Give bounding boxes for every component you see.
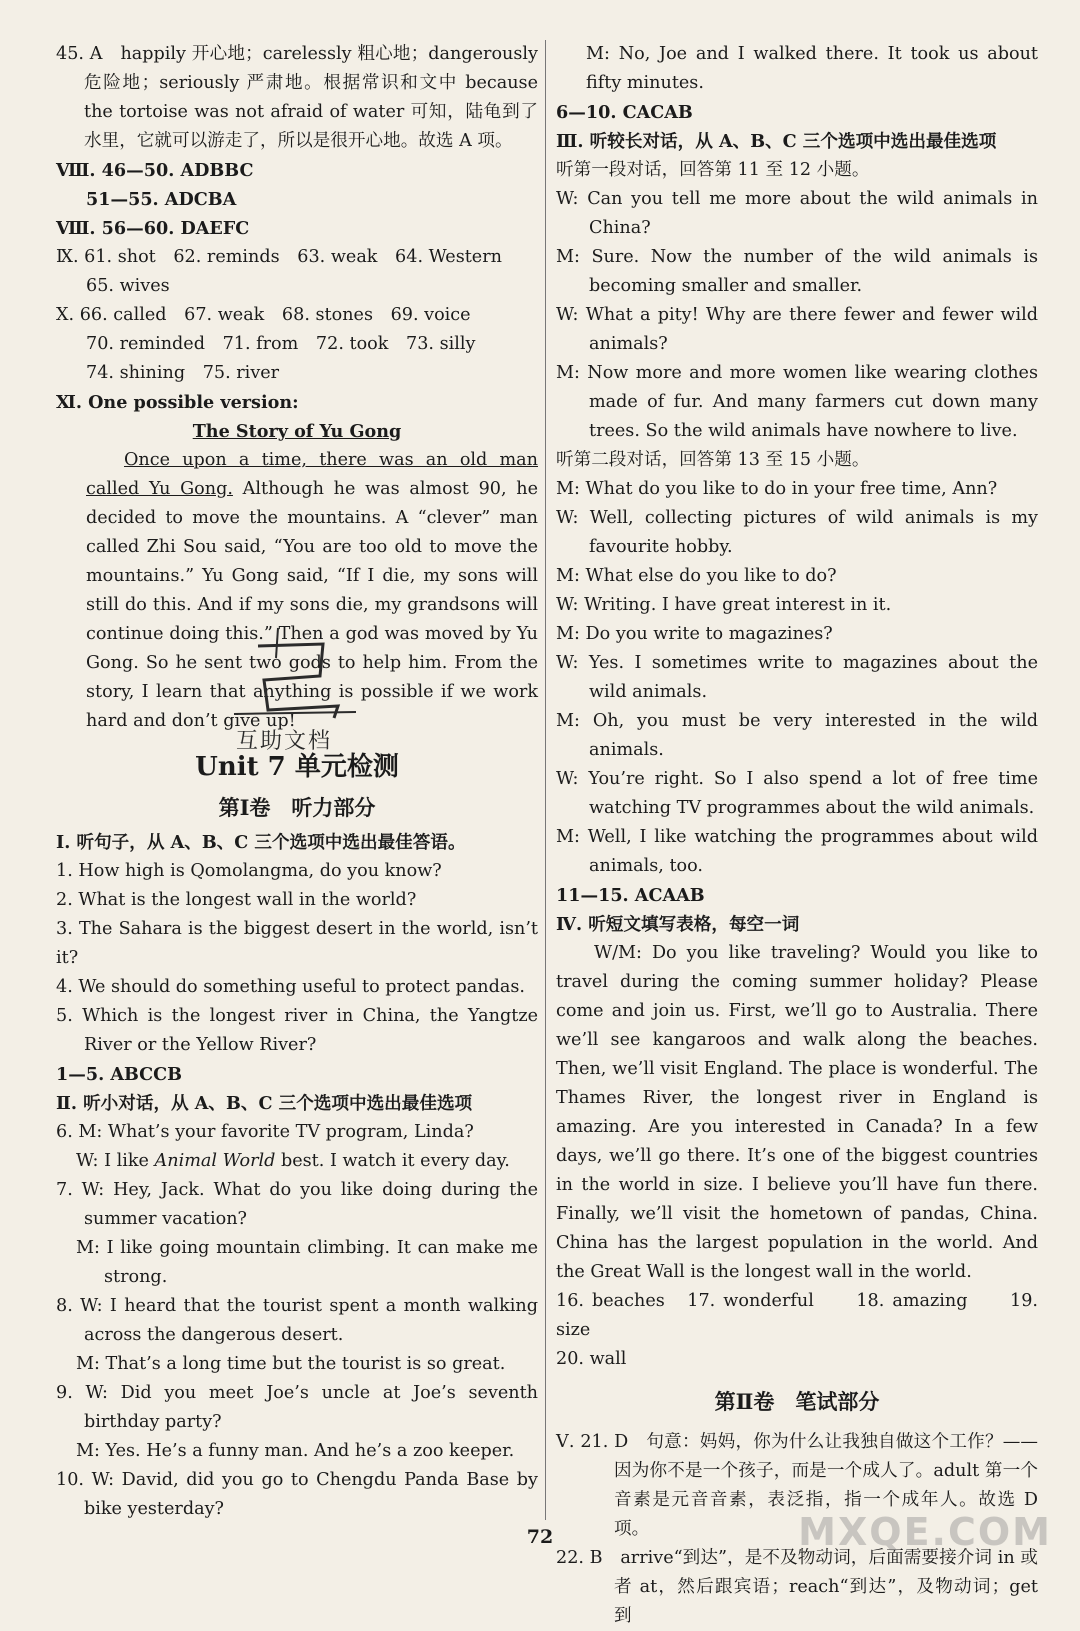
- question-6-w: [56, 1147, 538, 1176]
- answer-21: Ⅴ. 21. D 句意：妈妈，你为什么让我独自做这个工作？——因为你不是一个孩子，而是一个成人了。adult 第一个音素是元音音素，表泛指，指一个成年人。故选 D 项。: [556, 1432, 1038, 1539]
- q6-program-name: Animal World: [154, 1151, 276, 1171]
- stamp-text: 互助文档: [236, 729, 333, 754]
- dialogue-2-line-3: M: What else do you like to do?: [556, 566, 837, 586]
- answers-16-19: 16. beaches 17. wonderful 18. amazing 19. size: [556, 1291, 1038, 1340]
- story-first-sentence: Once upon a time, there was an old man called Yu Gong.: [86, 450, 538, 499]
- dialogue-2-intro: 听第二段对话，回答第 13 至 15 小题。: [556, 450, 870, 470]
- dialogue-2-line-2: W: Well, collecting pictures of wild animals is my favourite hobby.: [556, 508, 1038, 557]
- left-column: [56, 40, 538, 1524]
- question-1: 1. How high is Qomolangma, do you know?: [56, 861, 442, 881]
- stamp-mark: [228, 618, 358, 728]
- question-8-w: 8. W: I heard that the tourist spent a month walking across the dangerous desert.: [56, 1296, 538, 1345]
- answer-51-55: 51—55. ADCBA: [86, 189, 237, 210]
- answers-11-15: 11—15. ACAAB: [556, 885, 705, 906]
- dialogue-2-line-9: M: Well, I like watching the programmes about wild animals, too.: [556, 827, 1038, 876]
- part-1-title: 第Ⅰ卷 听力部分: [218, 795, 376, 820]
- answer-61-64: Ⅸ. 61. shot 62. reminds 63. weak 64. Western: [56, 247, 502, 267]
- section-4-heading: Ⅳ. 听短文填写表格，每空一词: [556, 914, 800, 935]
- dialogue-2-line-6: W: Yes. I sometimes write to magazines about the wild animals.: [556, 653, 1038, 702]
- dialogue-1-intro: 听第一段对话，回答第 11 至 12 小题。: [556, 160, 870, 180]
- column-divider: [545, 40, 546, 1520]
- section-xi-heading: Ⅺ. One possible version:: [56, 392, 299, 413]
- dialogue-2-line-4: W: Writing. I have great interest in it.: [556, 595, 892, 615]
- answer-66-69: Ⅹ. 66. called 67. weak 68. stones 69. voice: [56, 305, 471, 325]
- unit-title: Unit 7 单元检测: [195, 752, 399, 782]
- question-8-m: M: That’s a long time but the tourist is so great.: [76, 1354, 506, 1374]
- listening-passage: W/M: Do you like traveling? Would you like to travel during the coming summer holiday? Please come and join us. First, we’ll go to Australia. There we’ll see kangaroos and walk along the beaches. Then, we’ll visit England. The place is wonderful. The Thames River, the longest river in England is amazing. Are you interested in Canada? In a few days, we’ll go there. It’s one of the biggest countries in the world in size. I believe you’ll have fun there. Finally, we’ll visit the hometown of pandas, China. China has the largest population in the world. And the Great Wall is the longest wall in the world.: [556, 943, 1038, 1282]
- question-10-m: M: No, Joe and I walked there. It took us about fifty minutes.: [586, 44, 1038, 93]
- answer-65: 65. wives: [86, 276, 170, 296]
- answer-45: 45. A happily 开心地；carelessly 粗心地；dangerously 危险地；seriously 严肃地。根据常识和文中 because the tortoise was not afraid of water 可知，陆龟到了水里，它就可以游走了，所以是很开心地。故选 A 项。: [56, 44, 538, 151]
- story-title: The Story of Yu Gong: [192, 421, 402, 442]
- page-number: 72: [526, 1526, 554, 1548]
- dialogue-2-line-1: M: What do you like to do in your free time, Ann?: [556, 479, 998, 499]
- question-5: 5. Which is the longest river in China, the Yangtze River or the Yellow River?: [56, 1006, 538, 1055]
- section-2-heading: Ⅱ. 听小对话，从 A、B、C 三个选项中选出最佳选项: [56, 1093, 473, 1114]
- question-9-m: M: Yes. He’s a funny man. And he’s a zoo keeper.: [76, 1441, 515, 1461]
- right-column: [556, 40, 1038, 1631]
- answers-1-5: 1—5. ABCCB: [56, 1064, 183, 1085]
- question-7-m: M: I like going mountain climbing. It can make me strong.: [76, 1238, 538, 1287]
- dialogue-2-line-7: M: Oh, you must be very interested in the wild animals.: [556, 711, 1038, 760]
- question-10-w: 10. W: David, did you go to Chengdu Panda Base by bike yesterday?: [56, 1470, 538, 1519]
- dialogue-1-line-4: M: Now more and more women like wearing clothes made of fur. And many farmers cut down many trees. So the wild animals have nowhere to live.: [556, 363, 1038, 441]
- dialogue-2-line-5: M: Do you write to magazines?: [556, 624, 833, 644]
- dialogue-1-line-2: M: Sure. Now the number of the wild animals is becoming smaller and smaller.: [556, 247, 1038, 296]
- story-rest: Although he was almost 90, he decided to move the mountains. A “clever” man called Zhi Sou said, “You are too old to move the mountains.” Yu Gong said, “If I die, my sons will still do this. And if my sons die, my grandsons will continue doing this.” Then a god was moved by Yu Gong. So he sent two gods to help him. From the story, I learn that anything is possible if we work hard and don’t give up!: [86, 479, 538, 731]
- question-7-w: 7. W: Hey, Jack. What do you like doing during the summer vacation?: [56, 1180, 538, 1229]
- question-2: 2. What is the longest wall in the world?: [56, 890, 417, 910]
- section-1-heading: Ⅰ. 听句子，从 A、B、C 三个选项中选出最佳答语。: [56, 832, 466, 853]
- section-3-heading: Ⅲ. 听较长对话，从 A、B、C 三个选项中选出最佳选项: [556, 131, 997, 152]
- question-3: 3. The Sahara is the biggest desert in the world, isn’t it?: [56, 919, 538, 968]
- dialogue-1-line-1: W: Can you tell me more about the wild animals in China?: [556, 189, 1038, 238]
- dialogue-2-line-8: W: You’re right. So I also spend a lot of free time watching TV programmes about the wild animals.: [556, 769, 1038, 818]
- answers-6-10: 6—10. CACAB: [556, 102, 693, 123]
- answer-74-75: 74. shining 75. river: [86, 363, 280, 383]
- part-2-title: 第Ⅱ卷 笔试部分: [714, 1389, 880, 1414]
- answer-20: 20. wall: [556, 1349, 627, 1369]
- answer-56-60: Ⅷ. 56—60. DAEFC: [56, 218, 250, 239]
- answer-46-50: Ⅷ. 46—50. ADBBC: [56, 160, 254, 181]
- q6-suffix: best. I watch it every day.: [275, 1151, 510, 1171]
- question-4: 4. We should do something useful to protect pandas.: [56, 977, 525, 997]
- q6-prefix: W: I like: [76, 1151, 155, 1171]
- watermark-logo: MXQE.COM: [798, 1510, 1052, 1554]
- question-9-w: 9. W: Did you meet Joe’s uncle at Joe’s seventh birthday party?: [56, 1383, 538, 1432]
- answer-70-73: 70. reminded 71. from 72. took 73. silly: [86, 334, 476, 354]
- answer-22: 22. B arrive“到达”，是不及物动词，后面需要接介词 in 或者 at，然后跟宾语；reach“到达”，及物动词；get 到: [556, 1548, 1038, 1626]
- question-6-m: 6. M: What’s your favorite TV program, Linda?: [56, 1122, 474, 1142]
- dialogue-1-line-3: W: What a pity! Why are there fewer and fewer wild animals?: [556, 305, 1038, 354]
